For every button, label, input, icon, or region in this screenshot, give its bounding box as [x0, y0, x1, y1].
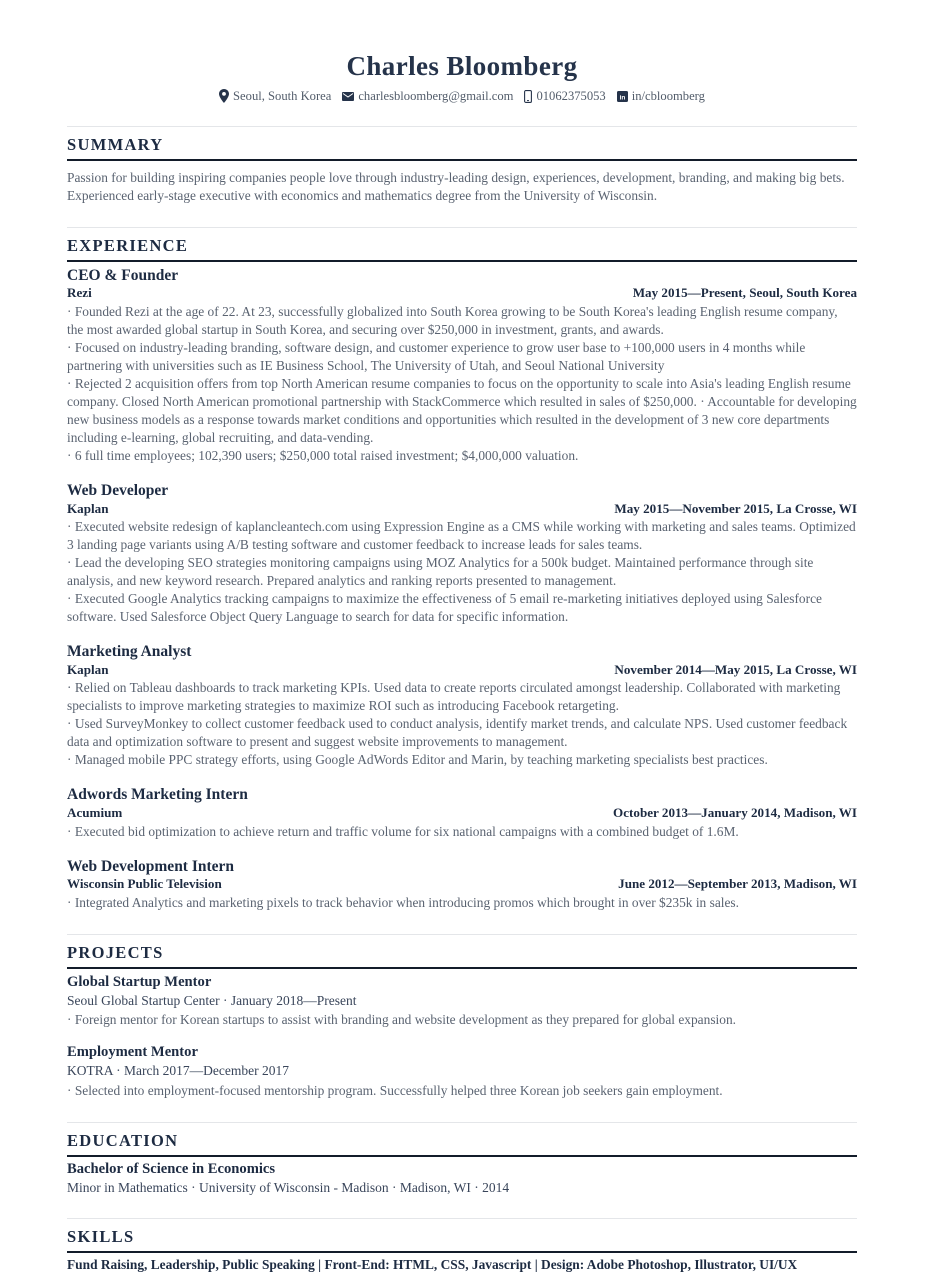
project-entry [67, 1044, 857, 1099]
job-bullet: · Founded Rezi at the age of 22. At 23, successfully globalized into South Korea growing to be South Korea's leading English resume company, the most awarded global startup in South Korea, and securing over $250,000 in investment, grants, and awards. [67, 303, 857, 339]
section-skills [67, 1218, 857, 1273]
contact-email-text: charlesbloomberg@gmail.com [358, 88, 514, 103]
job-company: Wisconsin Public Television [67, 876, 222, 892]
job-company: Kaplan [67, 500, 109, 516]
job-dates: June 2012—September 2013, Madison, WI [618, 876, 857, 892]
summary-title: SUMMARY [67, 135, 857, 161]
job-company: Kaplan [67, 661, 109, 677]
job-entry [67, 482, 857, 626]
job-company: Acumium [67, 805, 123, 821]
job-entry [67, 267, 857, 465]
job-dates: November 2014—May 2015, La Crosse, WI [614, 661, 857, 677]
education-title: EDUCATION [67, 1131, 857, 1157]
job-bullet: · Executed Google Analytics tracking campaigns to maximize the effectiveness of 5 email re-marketing initiatives deployed using Salesforce software. Used Salesforce Object Query Language to search for data for specific information. [67, 590, 857, 626]
section-education [67, 1122, 857, 1196]
job-entry [67, 858, 857, 912]
job-bullet: · Focused on industry-leading branding, software design, and customer experience to grow user base to +100,000 users in 4 months while partnering with universities such as IE Business School, The University of Utah, and Seoul National University [67, 339, 857, 375]
linkedin-icon [617, 91, 628, 102]
job-role: Web Developer [67, 481, 169, 499]
envelope-icon [342, 92, 354, 101]
contact-phone-text: 01062375053 [536, 88, 606, 103]
experience-title: EXPERIENCE [67, 236, 857, 262]
contact-linkedin [617, 89, 705, 104]
job-bullet: · Managed mobile PPC strategy efforts, using Google AdWords Editor and Marin, by teaching marketing specialists best practices. [67, 751, 857, 769]
skills-title: SKILLS [67, 1227, 857, 1253]
contact-email [342, 89, 513, 104]
job-dates: May 2015—November 2015, La Crosse, WI [614, 500, 857, 516]
project-name: Global Startup Mentor [67, 974, 212, 991]
job-company: Rezi [67, 285, 92, 301]
job-dates: October 2013—January 2014, Madison, WI [613, 805, 857, 821]
person-name: Charles Bloomberg [346, 51, 578, 81]
project-entry [67, 974, 857, 1029]
job-bullet: · Executed website redesign of kaplancleantech.com using Expression Engine as a CMS while working with marketing and sales teams. Optimized 3 landing page variants using A/B testing software and customer feedback to increase leads for sales teams. [67, 518, 857, 554]
job-role: Web Development Intern [67, 857, 235, 875]
header [67, 52, 857, 104]
projects-title: PROJECTS [67, 943, 857, 969]
contact-row [67, 89, 857, 104]
job-bullet: · Rejected 2 acquisition offers from top North American resume companies to focus on the opportunity to scale into Asia's leading English resume company. Closed North American promotional partnership with StackCommerce which resulted in sales of $250,000. · Accountable for developing new business models as a response towards market conditions and opportunities which resulted in the development of 3 new core departments including e-learning, global recruiting, and data-vending. [67, 375, 857, 447]
mobile-phone-icon [524, 90, 532, 103]
project-bullet: · Foreign mentor for Korean startups to assist with branding and website development as they prepared for global expansion. [67, 1011, 857, 1029]
job-entry [67, 786, 857, 840]
contact-linkedin-text: in/cbloomberg [631, 88, 705, 103]
job-bullet: · Used SurveyMonkey to collect customer feedback used to conduct analysis, identify market trends, and calculate NPS. Used customer feedback data and optimization software to present and suggest website improvements to management. [67, 715, 857, 751]
job-role: Adwords Marketing Intern [67, 786, 248, 804]
job-bullet: · Relied on Tableau dashboards to track marketing KPIs. Used data to create reports circulated amongst leadership. Collaborated with marketing specialists to improve marketing strategies to maximize ROI such as introducing Facebook retargeting. [67, 679, 857, 715]
summary-text: Passion for building inspiring companies people love through industry-leading design, experiences, development, branding, and making big bets. Experienced early-stage executive with economics and mathematics degree from the University of Wisconsin. [67, 169, 845, 203]
job-bullet: · Executed bid optimization to achieve return and traffic volume for six national campaigns with a combined budget of 1.6M. [67, 823, 857, 841]
education-details: Minor in Mathematics · University of Wisconsin - Madison · Madison, WI · 2014 [67, 1179, 510, 1195]
education-degree: Bachelor of Science in Economics [67, 1160, 276, 1177]
job-bullet: · 6 full time employees; 102,390 users; $250,000 total raised investment; $4,000,000 valuation. [67, 447, 857, 465]
contact-location-text: Seoul, South Korea [233, 88, 332, 103]
svg-text:in: in [619, 94, 626, 102]
section-summary [67, 126, 857, 205]
job-entry [67, 643, 857, 769]
project-subtitle: KOTRA · March 2017—December 2017 [67, 1063, 289, 1079]
contact-location [219, 89, 331, 104]
project-name: Employment Mentor [67, 1044, 198, 1061]
job-role: CEO & Founder [67, 266, 179, 284]
job-dates: May 2015—Present, Seoul, South Korea [632, 285, 857, 301]
job-bullet: · Lead the developing SEO strategies monitoring campaigns using MOZ Analytics for a 500k budget. Maintained performance through site analysis, and new keyword research. Prepared analytics and ranking reports presented to management. [67, 554, 857, 590]
section-experience [67, 227, 857, 913]
project-bullet: · Selected into employment-focused mentorship program. Successfully helped three Korean job seekers gain employment. [67, 1082, 857, 1100]
skills-text: Fund Raising, Leadership, Public Speaking | Front-End: HTML, CSS, Javascript | Design: Adobe Photoshop, Illustrator, UI/UX [67, 1256, 798, 1272]
location-pin-icon [219, 89, 229, 103]
project-subtitle: Seoul Global Startup Center · January 2018—Present [67, 992, 357, 1008]
job-role: Marketing Analyst [67, 642, 192, 660]
job-bullet: · Integrated Analytics and marketing pixels to track behavior when introducing promos which brought in over $235k in sales. [67, 894, 857, 912]
contact-phone [524, 89, 605, 104]
section-projects [67, 934, 857, 1100]
